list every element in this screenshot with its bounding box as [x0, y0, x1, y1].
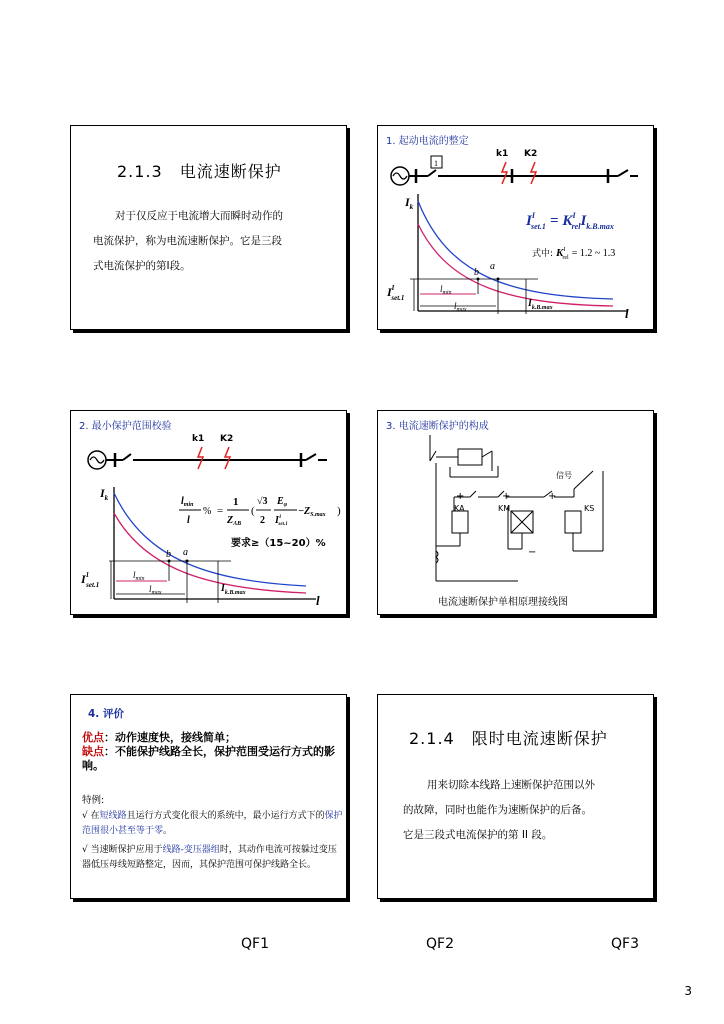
paragraph-line: 它是三段式电流保护的第 II 段。: [403, 829, 553, 841]
fault-k2-label: K2: [524, 149, 538, 159]
relay-box-label: 1: [434, 159, 438, 168]
ka-relay-coil: [452, 511, 468, 533]
paragraph-line: 的故障，同时也能作为速断保护的后备。: [403, 804, 592, 816]
slide-heading: 2.1.3 电流速断保护: [117, 162, 282, 181]
min-range-formula: [179, 496, 341, 527]
slide-min-range-check: [70, 410, 347, 615]
ik-axis-label: $I_k$: [405, 195, 414, 211]
special-case-label: 特例:: [82, 795, 105, 806]
svg-text:2: 2: [260, 515, 265, 526]
ikb-label: $I_{k.B.max}$: [221, 583, 246, 596]
special-case-list: [82, 809, 344, 877]
point-a-label: a: [183, 547, 188, 558]
ks-label: KS: [584, 504, 595, 513]
point-a-label: a: [490, 261, 495, 272]
fault-k1-icon: [502, 162, 507, 184]
slide-title: 3. 电流速断保护的构成: [386, 421, 489, 432]
transmission-line: [106, 453, 327, 467]
qf2-label: QF2: [426, 936, 454, 952]
fault-k2-label: K2: [220, 434, 234, 444]
minus-sign: −: [528, 547, 537, 558]
paragraph-line: 电流保护，称为电流速断保护。它是三段: [93, 235, 282, 247]
svg-text:lmin: $l_{min}$: [181, 496, 194, 508]
svg-text:I1set.1: $I^1$ set.1: [275, 515, 288, 527]
ks-relay-coil: [565, 511, 581, 533]
generator-icon: [88, 451, 106, 469]
fault-k2-icon: [225, 447, 230, 469]
km-label: KM: [498, 504, 511, 513]
slide-setting-current: [377, 125, 654, 330]
ikb-label: $I_{k.B.max}$: [528, 298, 553, 311]
svg-text:): ): [337, 505, 341, 517]
l-axis-label: l: [316, 593, 320, 608]
paragraph-line: 用来切除本线路上速断保护范围以外: [427, 779, 595, 791]
iset-label: $I^1$ set.1: [81, 571, 100, 589]
fault-k2-icon: [531, 162, 536, 184]
wiring-diagram: [378, 411, 655, 616]
advantage-text: ：动作速度快，接线简单；: [104, 731, 236, 744]
slide-evaluation: [70, 694, 347, 899]
slide-title: 2. 最小保护范围校验: [79, 421, 172, 432]
point-b-label: b: [166, 549, 171, 560]
qf3-label: QF3: [611, 936, 639, 952]
page-number: 3: [684, 984, 692, 998]
paragraph-line: 式电流保护的第Ⅰ段。: [93, 260, 191, 272]
breaker-coil: [458, 449, 482, 465]
svg-text:(: (: [251, 505, 255, 517]
lmax-label: $l_{max}$: [149, 584, 162, 596]
point-b-label: b: [474, 267, 479, 278]
plus-sign-1: +: [456, 491, 465, 502]
disadvantage-label: 缺点: [82, 745, 104, 758]
list-item: √ 当速断保护应用于线路-变压器组时，其动作电流可按躲过变压器低压母线短路整定，因而，其保护范围可保护线路全长。: [82, 845, 337, 870]
disadvantage-line: [82, 745, 342, 773]
svg-text:%: %: [203, 506, 212, 517]
setting-diagram: [378, 126, 655, 331]
diagram-caption: 电流速断保护单相原理接线图: [438, 597, 568, 608]
fault-k1-label: k1: [496, 149, 509, 159]
plus-sign-2: +: [502, 491, 511, 502]
list-item: √ 在短线路且运行方式变化很大的系统中，最小运行方式下的保护范围很小甚至等于零。: [82, 811, 343, 836]
pros-cons: [82, 731, 342, 773]
svg-text:−ZS.max: $-Z_{S.max}$: [298, 506, 326, 518]
setting-formula: $I^I$ $set.1 = K^I$ relI$_{k.B.max}$: [526, 211, 614, 231]
generator-icon: [391, 167, 409, 185]
fault-k1-label: k1: [192, 434, 205, 444]
lmax-label: $l_{max}$: [454, 301, 467, 313]
slide-title: 1. 起动电流的整定: [386, 136, 469, 147]
plus-sign-3: +: [548, 491, 557, 502]
l-axis-label: l: [625, 306, 629, 321]
requirement-text: 要求≥（15~20）%: [231, 538, 326, 549]
svg-text:ZAB: $Z_{AB}$: [227, 515, 242, 527]
svg-text:l: l: [187, 515, 190, 526]
slide-paragraph: [93, 204, 283, 279]
ka-label: KA: [454, 504, 465, 513]
slide-heading: 2.1.4 限时电流速断保护: [409, 729, 608, 748]
slide-2-1-3: [70, 125, 347, 330]
svg-text:Eφ: $E_\varphi$: [277, 496, 288, 508]
ik-axis-label: $I_k$: [100, 486, 109, 502]
lmin-label: $l_{min}$: [133, 570, 145, 582]
slide-title: 4. 评价: [88, 708, 124, 720]
fault-k1-icon: [198, 447, 203, 469]
svg-text:=: =: [217, 505, 224, 517]
signal-label: 信号: [556, 471, 572, 480]
transmission-line: [409, 169, 638, 183]
svg-text:1: 1: [233, 496, 239, 508]
advantage-label: 优点: [82, 731, 104, 744]
paragraph-line: 对于仅反应于电流增大而瞬时动作的: [115, 210, 283, 222]
slide-paragraph: [403, 773, 595, 848]
lmin-label: $l_{min}$: [440, 284, 452, 296]
svg-text:√3: √3: [257, 496, 268, 507]
iset-label: $I^I$ set.1: [387, 284, 405, 302]
disadvantage-text: ：不能保护线路全长，保护范围受运行方式的影响。: [82, 745, 335, 772]
setting-condition: 式中: $K^I$ rel = 1.2 ~ 1.3: [532, 247, 616, 261]
min-range-diagram: [71, 411, 348, 616]
advantage-line: [82, 731, 342, 745]
slide-2-1-4: [377, 694, 654, 899]
qf1-label: QF1: [241, 936, 269, 952]
slide-structure: [377, 410, 654, 615]
